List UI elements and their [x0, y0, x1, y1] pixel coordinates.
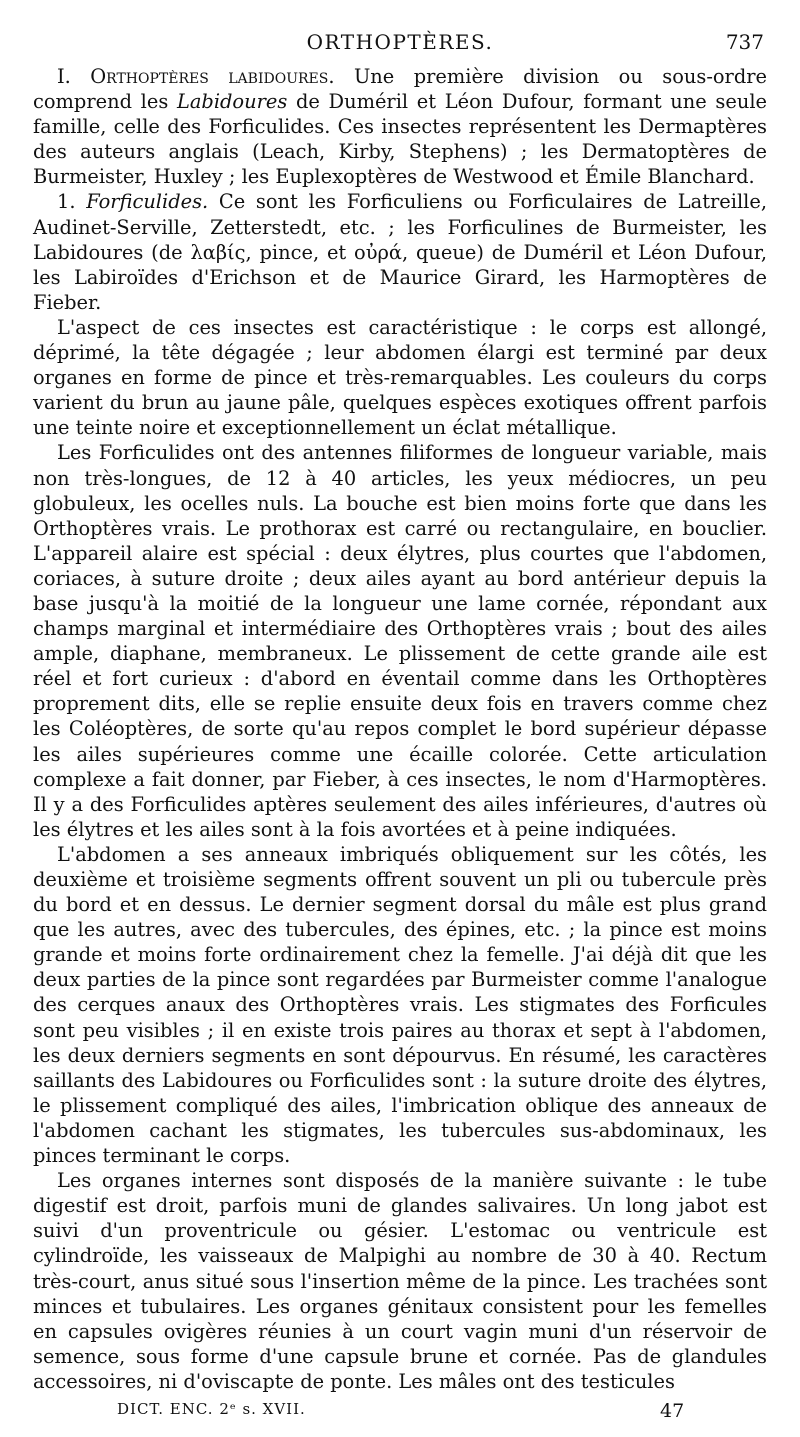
paragraph-text: Les Forficulides ont des antennes filiformes de longueur variable, mais non très-longues, de 12 à 40 articles, les yeux médiocres, un peu globuleux, les ocelles nuls. La bouche est bien moins forte que dans les Orthoptères vrais. Le prothorax est carré ou rectangulaire, en bouclier. L'appareil alaire est spécial : deux élytres, plus courtes que l'abdomen, coriaces, à suture droite ; deux ailes ayant au bord antérieur depuis la base jusqu'à la moitié de la longueur une lame cornée, répondant aux champs marginal et intermédiaire des Orthoptères vrais ; bout des ailes ample, diaphane, membraneux. Le plissement de cette grande aile est réel et fort curieux : d'abord en éventail comme dans les Orthoptères proprement dits, elle se replie ensuite deux fois en travers comme chez les Coléoptères, de sorte qu'au repos complet le bord supérieur dépasse les ailes supérieures comme une écaille colorée. Cette articulation complexe a fait donner, par Fieber, à ces insectes, le nom d'Harmoptères. Il y a des Forficulides aptères seulement des ailes inférieures, d'autres où les élytres et les ailes sont à la fois avortées et à peine indiquées. — [33, 441, 767, 841]
paragraph-abdomen — [33, 842, 767, 1168]
paragraph-labidoures — [33, 64, 767, 189]
section-heading: I. Orthoptères labidoures. — [57, 65, 335, 88]
paragraph-anatomy — [33, 440, 767, 842]
paragraph-text: Ce sont les Forficuliens ou Forficulaires de Latreille, Audinet-Serville, Zetterstedt, etc. ; les Forficulines de Burmeister, les Labidoures (de λαβίς, pince, et οὐρά, queue) de Duméril et Léon Dufour, les Labiroïdes d'Erichson et de Maurice Girard, les Harmoptères de Fieber. — [33, 190, 767, 314]
running-title: ORTHOPTÈRES. — [306, 30, 494, 54]
page-header — [0, 30, 800, 60]
paragraph-text: Une première division ou sous-ordre comprend les — [33, 65, 767, 114]
paragraph-forficulides — [33, 189, 767, 314]
italic-term: Forficulides. — [86, 190, 209, 214]
paragraph-text: L'abdomen a ses anneaux imbriqués obliquement sur les côtés, les deuxième et troisième segments offrent souvent un pli ou tubercule près du bord et en dessus. Le dernier segment dorsal du mâle est plus grand que les autres, avec des tubercules, des épines, etc. ; la pince est moins grande et moins forte ordinairement chez la femelle. J'ai déjà dit que les deux parties de la pince sont regardées par Burmeister comme l'analogue des cerques anaux des Orthoptères vrais. Les stigmates des Forficules sont peu visibles ; il en existe trois paires au thorax et sept à l'abdomen, les deux derniers segments en sont dépourvus. En résumé, les caractères saillants des Labidoures ou Forficulides sont : la suture droite des élytres, le plissement compliqué des ailes, l'imbrication oblique des anneaux de l'abdomen cachant les stigmates, les tubercules sus-abdominaux, les pinces terminant le corps. — [33, 842, 767, 1168]
paragraph-text: de Duméril et Léon Dufour, formant une seule famille, celle des Forficulides. Ces insectes représentent les Dermaptères des auteurs anglais (Leach, Kirby, Stephens) ; les Dermatoptères de Burmeister, Huxley ; les Euplexoptères de Westwood et Émile Blanchard. — [33, 90, 768, 189]
paragraph-text: L'aspect de ces insectes est caractéristique : le corps est allongé, déprimé, la tête dégagée ; leur abdomen élargi est terminé par deux organes en forme de pince et très-remarquables. Les couleurs du corps varient du brun au jaune pâle, quelques espèces exotiques offrent parfois une teinte noire et exceptionnellement un éclat métallique. — [33, 315, 767, 440]
section-number: 1. — [57, 190, 87, 214]
sheet-number: 47 — [660, 1400, 685, 1422]
page-footer — [0, 1400, 800, 1430]
paragraph-internal-organs — [33, 1168, 767, 1394]
paragraph-text: Les organes internes sont disposés de la manière suivante : le tube digestif est droit, parfois muni de glandes salivaires. Un long jabot est suivi d'un proventricule ou gésier. L'estomac ou ventricule est cylindroïde, les vaisseaux de Malpighi au nombre de 30 à 40. Rectum très-court, anus situé sous l'insertion même de la pince. Les trachées sont minces et tubulaires. Les organes génitaux consistent pour les femelles en capsules ovigères réunies à un court vagin muni d'un réservoir de semence, sous forme d'une capsule brune et cornée. Pas de glandules accessoires, ni d'oviscapte de ponte. Les mâles ont des testicules — [33, 1169, 767, 1393]
page-number: 737 — [725, 30, 764, 54]
body-text — [33, 64, 767, 1394]
italic-term: Labidoures — [176, 90, 288, 114]
printer-signature: DICT. ENC. 2ᵉ s. XVII. — [117, 1400, 306, 1418]
paragraph-aspect — [33, 315, 767, 440]
